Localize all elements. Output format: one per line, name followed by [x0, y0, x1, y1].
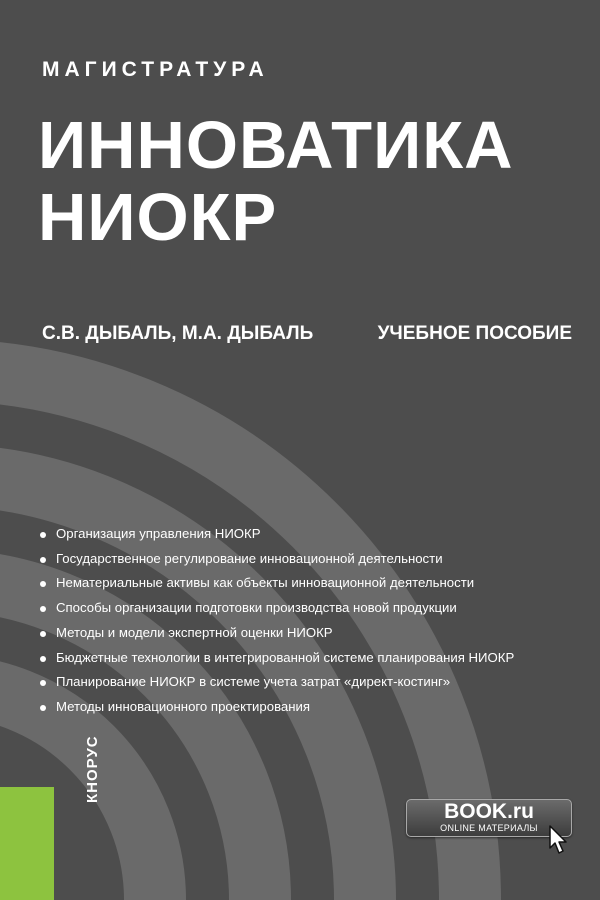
topic-text: Методы инновационного проектирования	[56, 698, 311, 714]
topic-text: Государственное регулирование инновационной деятельности	[56, 550, 443, 566]
authors: С.В. ДЫБАЛЬ, М.А. ДЫБАЛЬ	[42, 323, 314, 344]
topic-text: Способы организации подготовки производства новой продукции	[56, 600, 457, 616]
topic-text: Нематериальные активы как объекты инновационной деятельности	[56, 575, 475, 591]
topic-item	[40, 571, 514, 596]
title-line: НИОКР	[38, 180, 278, 255]
bullet-icon	[40, 532, 46, 538]
topic-item	[40, 547, 514, 572]
topic-item	[40, 695, 514, 720]
topic-text: Организация управления НИОКР	[56, 526, 261, 541]
title-line: ИННОВАТИКА	[38, 108, 514, 183]
topic-item	[40, 670, 514, 695]
document-type: УЧЕБНОЕ ПОСОБИЕ	[377, 323, 572, 344]
bullet-icon	[40, 631, 46, 637]
topic-list	[40, 522, 514, 720]
topic-text: Планирование НИОКР в системе учета затрат «директ-костинг»	[56, 674, 451, 690]
topic-text: Методы и модели экспертной оценки НИОКР	[56, 624, 333, 640]
series-label: МАГИСТРАТУРА	[42, 58, 269, 81]
bullet-icon	[40, 606, 46, 612]
book-ru-badge[interactable]	[406, 799, 572, 837]
topic-text: Бюджетные технологии в интегрированной системе планирования НИОКР	[56, 649, 515, 665]
bullet-icon	[40, 705, 46, 711]
bullet-icon	[40, 581, 46, 587]
topic-item	[40, 621, 514, 646]
publisher-color-bar	[0, 787, 54, 900]
bullet-icon	[40, 656, 46, 662]
topic-item	[40, 646, 514, 671]
badge-brand: BOOK.ru	[444, 800, 534, 823]
cursor-arrow-icon	[549, 825, 569, 855]
badge-subtitle: ONLINE МАТЕРИАЛЫ	[440, 823, 538, 833]
book-title	[38, 110, 514, 254]
bullet-icon	[40, 557, 46, 563]
topic-item	[40, 596, 514, 621]
bullet-icon	[40, 680, 46, 686]
publisher-name: КНОРУС	[84, 735, 101, 803]
topic-item	[40, 522, 514, 547]
